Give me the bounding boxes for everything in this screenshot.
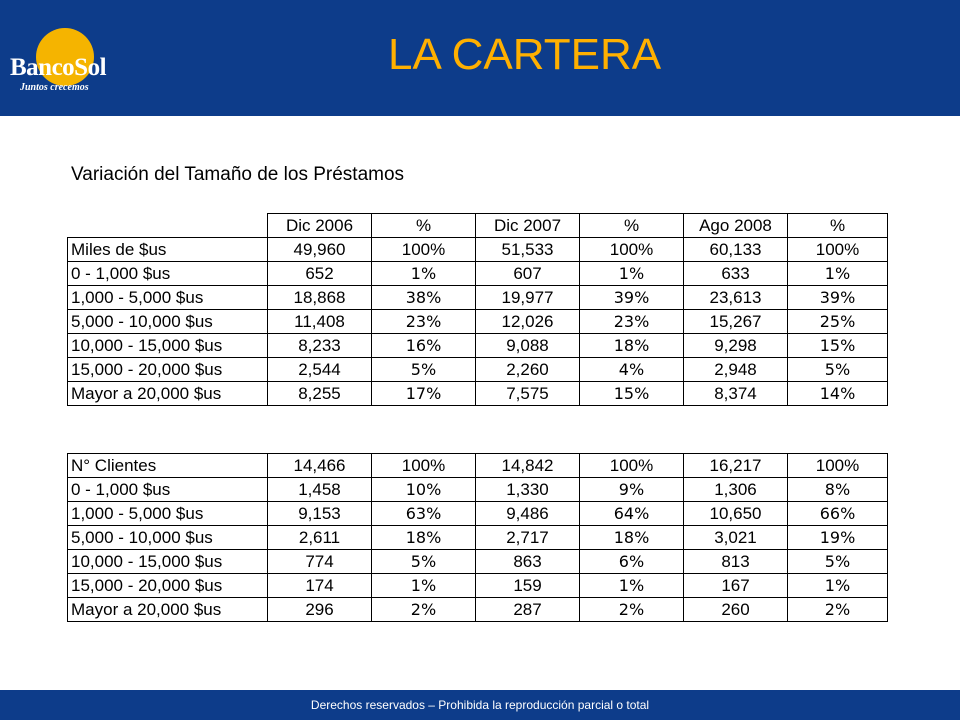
percent-cell: 5% [372,550,476,574]
value-cell: 12,026 [476,310,580,334]
table-row [68,478,888,502]
copyright-notice: Derechos reservados – Prohibida la reproducción parcial o total [310,698,650,712]
table-row [68,598,888,622]
row-label: 15,000 - 20,000 $us [68,358,268,382]
value-cell: 607 [476,262,580,286]
row-label: 10,000 - 15,000 $us [68,550,268,574]
column-header: % [788,214,888,238]
section-subtitle: Variación del Tamaño de los Préstamos [71,164,405,185]
table-row [68,574,888,598]
table-row [68,454,888,478]
value-cell: 14,466 [268,454,372,478]
logo-brand-name: BancoSol [10,54,107,81]
client-count-table [67,453,888,622]
percent-cell: 1% [580,262,684,286]
value-cell: 260 [684,598,788,622]
percent-cell: 18% [580,526,684,550]
loan-amount-table [67,213,888,406]
percent-cell: 4% [580,358,684,382]
percent-cell: 100% [788,238,888,262]
value-cell: 2,611 [268,526,372,550]
value-cell: 51,533 [476,238,580,262]
value-cell: 813 [684,550,788,574]
row-label: N° Clientes [68,454,268,478]
percent-cell: 18% [372,526,476,550]
value-cell: 11,408 [268,310,372,334]
table-row [68,502,888,526]
percent-cell: 23% [580,310,684,334]
column-header: % [580,214,684,238]
value-cell: 2,948 [684,358,788,382]
percent-cell: 23% [372,310,476,334]
value-cell: 652 [268,262,372,286]
table-row [68,262,888,286]
percent-cell: 1% [372,262,476,286]
bancosol-logo [8,22,116,94]
percent-cell: 63% [372,502,476,526]
percent-cell: 25% [788,310,888,334]
percent-cell: 8% [788,478,888,502]
table-row [68,382,888,406]
logo-tagline: Juntos crecemos [20,82,89,93]
table-row [68,238,888,262]
percent-cell: 64% [580,502,684,526]
value-cell: 19,977 [476,286,580,310]
percent-cell: 17% [372,382,476,406]
row-label: 10,000 - 15,000 $us [68,334,268,358]
row-label: 1,000 - 5,000 $us [68,502,268,526]
percent-cell: 14% [788,382,888,406]
value-cell: 774 [268,550,372,574]
value-cell: 1,306 [684,478,788,502]
value-cell: 1,458 [268,478,372,502]
column-header: Dic 2007 [476,214,580,238]
value-cell: 2,544 [268,358,372,382]
percent-cell: 19% [788,526,888,550]
percent-cell: 66% [788,502,888,526]
row-label: Miles de $us [68,238,268,262]
table-row [68,358,888,382]
table-row [68,334,888,358]
value-cell: 8,374 [684,382,788,406]
percent-cell: 100% [372,238,476,262]
percent-cell: 100% [580,454,684,478]
page-title: LA CARTERA [388,30,662,79]
value-cell: 174 [268,574,372,598]
row-label: 5,000 - 10,000 $us [68,526,268,550]
percent-cell: 100% [580,238,684,262]
value-cell: 16,217 [684,454,788,478]
value-cell: 3,021 [684,526,788,550]
percent-cell: 2% [580,598,684,622]
value-cell: 159 [476,574,580,598]
percent-cell: 1% [372,574,476,598]
value-cell: 9,486 [476,502,580,526]
value-cell: 2,717 [476,526,580,550]
value-cell: 15,267 [684,310,788,334]
value-cell: 1,330 [476,478,580,502]
percent-cell: 5% [372,358,476,382]
row-label: 1,000 - 5,000 $us [68,286,268,310]
value-cell: 8,255 [268,382,372,406]
value-cell: 7,575 [476,382,580,406]
percent-cell: 1% [580,574,684,598]
value-cell: 8,233 [268,334,372,358]
value-cell: 9,153 [268,502,372,526]
row-label: 5,000 - 10,000 $us [68,310,268,334]
row-label: Mayor a 20,000 $us [68,598,268,622]
value-cell: 49,960 [268,238,372,262]
table-row [68,286,888,310]
percent-cell: 5% [788,550,888,574]
column-header: Ago 2008 [684,214,788,238]
value-cell: 167 [684,574,788,598]
percent-cell: 6% [580,550,684,574]
percent-cell: 15% [788,334,888,358]
row-label: Mayor a 20,000 $us [68,382,268,406]
value-cell: 287 [476,598,580,622]
percent-cell: 18% [580,334,684,358]
percent-cell: 100% [372,454,476,478]
value-cell: 9,298 [684,334,788,358]
column-header: Dic 2006 [268,214,372,238]
row-label: 15,000 - 20,000 $us [68,574,268,598]
value-cell: 60,133 [684,238,788,262]
footer-bar [0,690,960,720]
percent-cell: 1% [788,574,888,598]
row-label: 0 - 1,000 $us [68,478,268,502]
column-header: % [372,214,476,238]
percent-cell: 39% [788,286,888,310]
header-blank-cell [68,214,268,238]
percent-cell: 1% [788,262,888,286]
percent-cell: 5% [788,358,888,382]
value-cell: 18,868 [268,286,372,310]
percent-cell: 9% [580,478,684,502]
value-cell: 296 [268,598,372,622]
value-cell: 23,613 [684,286,788,310]
value-cell: 863 [476,550,580,574]
value-cell: 633 [684,262,788,286]
percent-cell: 38% [372,286,476,310]
percent-cell: 100% [788,454,888,478]
percent-cell: 2% [788,598,888,622]
table-row [68,526,888,550]
percent-cell: 39% [580,286,684,310]
percent-cell: 10% [372,478,476,502]
table-row [68,550,888,574]
row-label: 0 - 1,000 $us [68,262,268,286]
table-row [68,310,888,334]
value-cell: 9,088 [476,334,580,358]
percent-cell: 2% [372,598,476,622]
value-cell: 2,260 [476,358,580,382]
header-bar [0,0,960,116]
value-cell: 14,842 [476,454,580,478]
table-header-row [68,214,888,238]
percent-cell: 15% [580,382,684,406]
value-cell: 10,650 [684,502,788,526]
percent-cell: 16% [372,334,476,358]
